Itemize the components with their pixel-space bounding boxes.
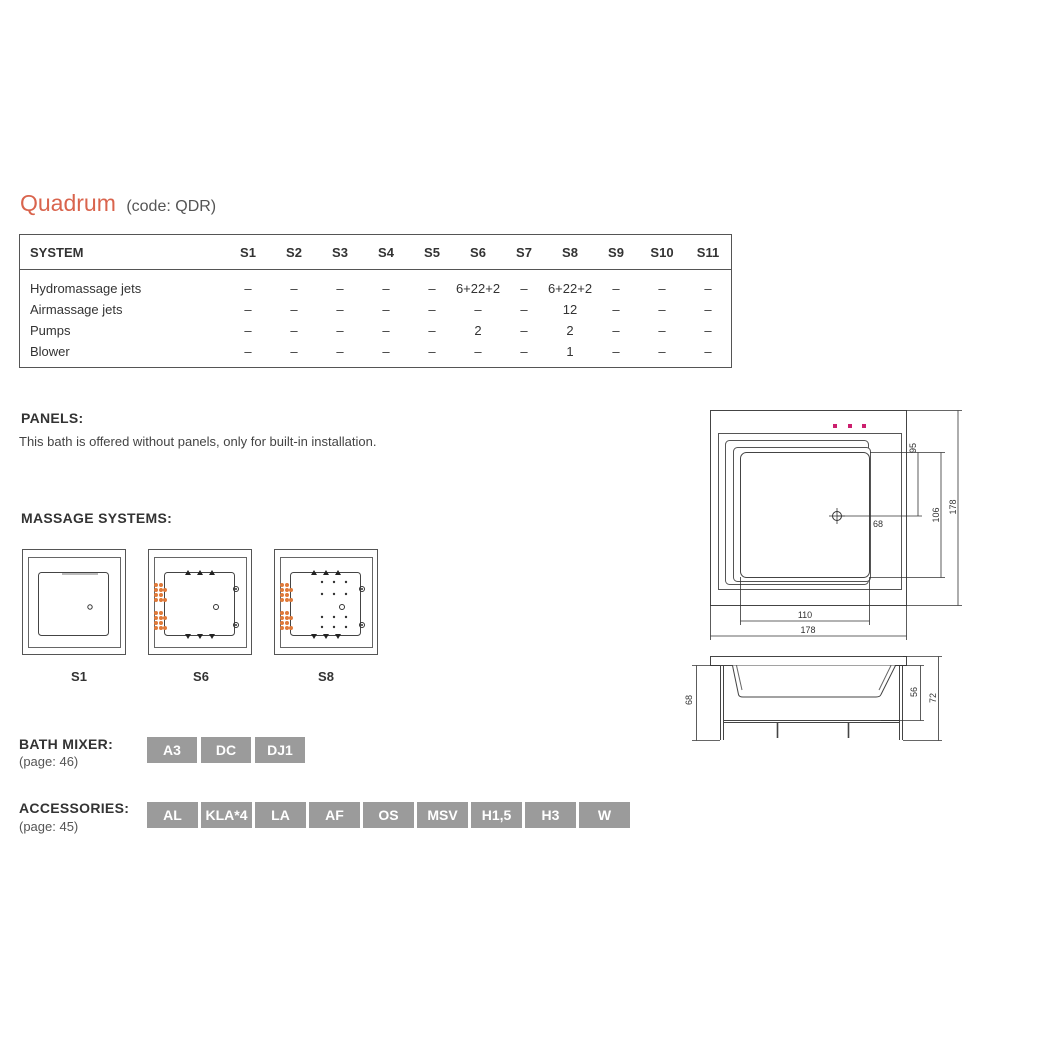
table-cell: –	[520, 323, 528, 338]
table-header-s6: S6	[470, 245, 486, 260]
massage-system-label-s8: S8	[318, 669, 334, 684]
accessories-badge-msv: MSV	[417, 802, 468, 828]
table-cell: –	[244, 344, 252, 359]
table-cell: –	[704, 344, 712, 359]
table-header-system: SYSTEM	[30, 245, 84, 260]
table-cell: –	[474, 302, 482, 317]
table-header-s5: S5	[424, 245, 440, 260]
table-cell: –	[704, 281, 712, 296]
massage-system-s1-diagram	[22, 549, 126, 655]
table-cell: –	[290, 302, 298, 317]
table-cell: –	[428, 302, 436, 317]
table-cell: –	[336, 323, 344, 338]
table-cell: –	[658, 281, 666, 296]
accessories-badge-af: AF	[309, 802, 360, 828]
table-row-label: Hydromassage jets	[30, 281, 142, 296]
table-cell: –	[244, 323, 252, 338]
accessories-badge-al: AL	[147, 802, 198, 828]
accessories-badge-h1-5: H1,5	[471, 802, 522, 828]
table-cell: 1	[566, 344, 574, 359]
table-cell: –	[520, 302, 528, 317]
table-cell: –	[336, 344, 344, 359]
accessories-page-ref: (page: 45)	[19, 819, 79, 834]
table-cell: –	[658, 323, 666, 338]
table-row-label: Blower	[30, 344, 70, 359]
table-cell: –	[382, 344, 390, 359]
bath-mixer-heading: BATH MIXER:	[19, 736, 114, 752]
table-cell: –	[428, 323, 436, 338]
table-cell: –	[612, 302, 620, 317]
dim-side-56-label: 56	[909, 686, 919, 698]
dim-178-vertical-label: 178	[948, 499, 958, 515]
table-cell: –	[382, 281, 390, 296]
table-header-s3: S3	[332, 245, 348, 260]
massage-systems-heading: MASSAGE SYSTEMS:	[21, 510, 173, 526]
massage-system-s6-diagram	[148, 549, 252, 655]
accessories-badge-h3: H3	[525, 802, 576, 828]
dim-side-68-label: 68	[684, 694, 694, 706]
table-header-s11: S11	[696, 245, 720, 260]
accessories-badge-la: LA	[255, 802, 306, 828]
dim-106-label: 106	[931, 507, 941, 523]
table-cell: –	[244, 302, 252, 317]
table-row-label: Airmassage jets	[30, 302, 123, 317]
accessories-heading: ACCESSORIES:	[19, 800, 130, 816]
table-header-s2: S2	[286, 245, 302, 260]
table-header-divider	[20, 269, 731, 270]
table-cell: –	[520, 344, 528, 359]
product-name: Quadrum	[20, 190, 116, 216]
dim-110-label: 110	[797, 610, 813, 620]
table-cell: –	[428, 344, 436, 359]
table-cell: –	[336, 281, 344, 296]
dim-95-label: 95	[908, 442, 918, 454]
table-header-s1: S1	[240, 245, 256, 260]
massage-system-label-s6: S6	[193, 669, 209, 684]
table-cell: –	[612, 323, 620, 338]
bath-mixer-page-ref: (page: 46)	[19, 754, 79, 769]
table-cell: –	[382, 302, 390, 317]
table-header-s7: S7	[516, 245, 532, 260]
massage-system-s8-diagram	[274, 549, 378, 655]
table-cell: –	[612, 281, 620, 296]
accessories-badge-w: W	[579, 802, 630, 828]
bath-top-view-drawing	[700, 400, 970, 645]
table-header-s8: S8	[562, 245, 578, 260]
massage-system-label-s1: S1	[71, 669, 87, 684]
table-cell: –	[428, 281, 436, 296]
dim-68-label: 68	[872, 519, 884, 529]
panels-text: This bath is offered without panels, only for built-in installation.	[19, 434, 377, 449]
mixer-badge-a3: A3	[147, 737, 197, 763]
bath-side-view-drawing	[680, 650, 950, 745]
table-header-s4: S4	[378, 245, 394, 260]
table-cell: 12	[562, 302, 578, 317]
table-cell: –	[612, 344, 620, 359]
table-cell: 6+22+2	[455, 281, 501, 296]
system-spec-table	[19, 234, 732, 368]
table-cell: 2	[474, 323, 482, 338]
table-cell: –	[474, 344, 482, 359]
table-cell: –	[658, 302, 666, 317]
table-cell: –	[244, 281, 252, 296]
mixer-badge-dc: DC	[201, 737, 251, 763]
table-header-s10: S10	[650, 245, 674, 260]
table-header-s9: S9	[608, 245, 624, 260]
table-cell: –	[704, 302, 712, 317]
table-cell: 2	[566, 323, 574, 338]
table-row-label: Pumps	[30, 323, 71, 338]
table-cell: –	[290, 344, 298, 359]
dim-178-horizontal-label: 178	[800, 625, 816, 635]
accessories-badge-kla-4: KLA*4	[201, 802, 252, 828]
accessories-badge-os: OS	[363, 802, 414, 828]
mixer-badge-dj1: DJ1	[255, 737, 305, 763]
table-cell: 6+22+2	[547, 281, 593, 296]
dim-side-72-label: 72	[928, 692, 938, 704]
product-title	[20, 190, 216, 217]
product-code: (code: QDR)	[126, 198, 217, 215]
table-cell: –	[704, 323, 712, 338]
table-cell: –	[290, 323, 298, 338]
table-cell: –	[520, 281, 528, 296]
table-cell: –	[290, 281, 298, 296]
panels-heading: PANELS:	[21, 410, 84, 426]
table-cell: –	[336, 302, 344, 317]
table-cell: –	[382, 323, 390, 338]
table-cell: –	[658, 344, 666, 359]
